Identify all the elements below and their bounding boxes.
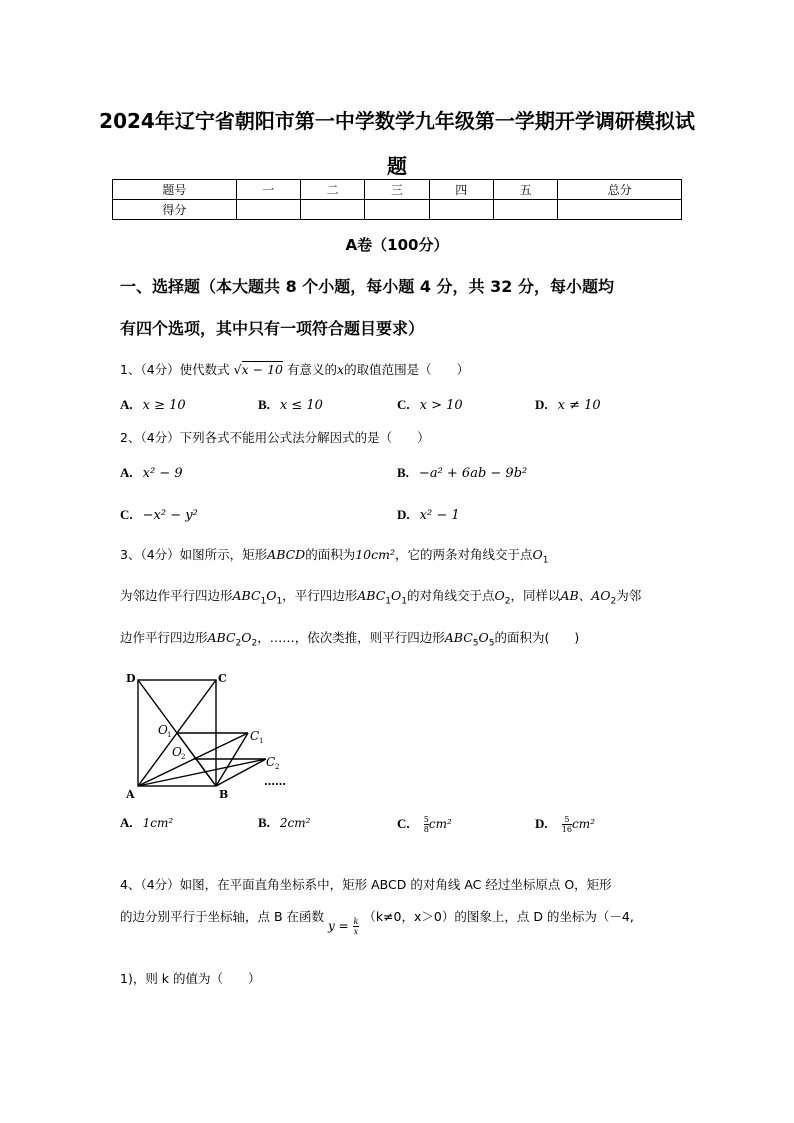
score-header-cell: 五 bbox=[493, 180, 557, 200]
question-1-stem bbox=[120, 360, 469, 378]
score-cell bbox=[429, 200, 493, 220]
section-heading-line2: 有四个选项，其中只有一项符合题目要求） bbox=[120, 319, 425, 338]
fraction-numerator: 5 bbox=[562, 815, 572, 825]
option-label: B. bbox=[258, 397, 270, 412]
q3-text: 、 bbox=[578, 588, 592, 603]
q1-suffix-b: 的取值范围是（ ） bbox=[344, 362, 470, 377]
score-header-cell: 题号 bbox=[113, 180, 237, 200]
q3-subscript: 1 bbox=[401, 596, 407, 607]
q3-point: O bbox=[478, 630, 489, 645]
score-cell bbox=[365, 200, 429, 220]
section-heading-line1: 一、选择题（本大题共 8 个小题，每小题 4 分，共 32 分，每小题均 bbox=[120, 277, 614, 296]
label-c2-sub: 2 bbox=[275, 763, 280, 771]
q2-option-b[interactable] bbox=[397, 465, 527, 481]
question-2-stem: 2、（4分）下列各式不能用公式法分解因式的是（ ） bbox=[120, 430, 430, 445]
question-3-line3 bbox=[120, 628, 579, 649]
score-table bbox=[112, 179, 682, 220]
option-expr: x ≠ 10 bbox=[557, 398, 601, 413]
q3-subscript: 1 bbox=[542, 555, 549, 566]
option-label: B. bbox=[258, 815, 270, 830]
label-o1: O bbox=[158, 723, 168, 737]
q3-subscript: 1 bbox=[385, 596, 392, 607]
label-a: A bbox=[126, 788, 135, 800]
q3-option-c[interactable] bbox=[397, 815, 452, 834]
q4-text: 的边分别平行于坐标轴，点 B 在函数 bbox=[120, 909, 325, 924]
label-c1: C bbox=[250, 729, 260, 743]
q2-option-d[interactable] bbox=[397, 507, 460, 523]
option-expr: 1cm² bbox=[142, 816, 174, 830]
score-header-cell: 二 bbox=[300, 180, 364, 200]
q3-subscript: 2 bbox=[235, 638, 242, 649]
fraction-denominator: 16 bbox=[561, 825, 572, 834]
q3-side-ab: AB bbox=[560, 588, 579, 603]
score-header-cell: 四 bbox=[429, 180, 493, 200]
option-label: C. bbox=[120, 507, 133, 522]
q3-subscript: 2 bbox=[504, 596, 511, 607]
q1-radical: √x − 10 bbox=[233, 362, 283, 377]
q3-text: 边作平行四边形 bbox=[120, 630, 208, 645]
q3-text: 3、（4分）如图所示，矩形 bbox=[120, 547, 268, 562]
option-expr: −a² + 6ab − 9b² bbox=[418, 466, 528, 481]
score-header-cell: 总分 bbox=[558, 180, 682, 200]
q3-text: ，……，依次类推，则平行四边形 bbox=[257, 630, 445, 645]
option-label: D. bbox=[397, 507, 410, 522]
q1-prefix: 1、（4分）使代数式 bbox=[120, 362, 230, 377]
score-row-label: 得分 bbox=[113, 200, 237, 220]
q3-text: ，平行四边形 bbox=[282, 588, 358, 603]
q3-option-a[interactable] bbox=[120, 815, 173, 831]
q3-rect-name: ABCD bbox=[267, 547, 306, 562]
score-cell bbox=[236, 200, 300, 220]
q3-subscript: 5 bbox=[472, 638, 479, 649]
q1-option-b[interactable] bbox=[258, 397, 323, 413]
q3-text: 的对角线交于点 bbox=[407, 588, 495, 603]
q3-point-o2: O bbox=[494, 588, 505, 603]
score-table-score-row bbox=[113, 200, 682, 220]
q2-option-c[interactable] bbox=[120, 507, 198, 523]
q3-option-d[interactable] bbox=[535, 815, 595, 834]
q3-point: O bbox=[241, 630, 252, 645]
q3-subscript: 1 bbox=[276, 596, 283, 607]
q3-parallelogram-2: ABC bbox=[207, 630, 236, 645]
q3-subscript: 5 bbox=[488, 638, 495, 649]
q3-parallelogram-5: ABC bbox=[444, 630, 473, 645]
option-expr: x² − 9 bbox=[142, 466, 183, 481]
fraction-denominator: x bbox=[353, 927, 359, 936]
question-4-line2 bbox=[120, 907, 634, 936]
option-label: B. bbox=[397, 465, 409, 480]
option-unit: cm² bbox=[428, 817, 452, 831]
option-label: C. bbox=[397, 816, 410, 831]
label-o1-sub: 1 bbox=[167, 731, 172, 739]
option-expr: x ≥ 10 bbox=[142, 398, 186, 413]
q3-option-b[interactable] bbox=[258, 815, 310, 831]
option-expr: 2cm² bbox=[279, 816, 311, 830]
label-dots: …… bbox=[264, 775, 286, 788]
label-b: B bbox=[219, 788, 229, 800]
q1-radicand: x − 10 bbox=[241, 362, 283, 377]
q1-suffix-a: 有意义的 bbox=[286, 362, 337, 377]
volume-heading: A卷（100分） bbox=[345, 236, 449, 254]
page-title-line1: 2024年辽宁省朝阳市第一中学数学九年级第一学期开学调研模拟试 bbox=[99, 109, 695, 133]
option-label: D. bbox=[535, 397, 548, 412]
score-table-header-row bbox=[113, 180, 682, 200]
q3-subscript: 2 bbox=[251, 638, 258, 649]
fraction bbox=[562, 815, 572, 834]
q1-option-d[interactable] bbox=[535, 397, 601, 413]
q3-parallelogram-1: ABC bbox=[232, 588, 261, 603]
fraction-numerator: k bbox=[353, 917, 359, 926]
score-header-cell: 一 bbox=[236, 180, 300, 200]
q4-text: （k≠0，x＞0）的图象上，点 D 的坐标为（－4, bbox=[363, 909, 634, 924]
q4-function bbox=[328, 917, 359, 936]
label-c: C bbox=[218, 672, 227, 685]
q4-fraction bbox=[353, 917, 360, 936]
option-expr: x > 10 bbox=[419, 398, 463, 413]
q4-fn-y: y = bbox=[328, 919, 349, 933]
q3-figure bbox=[118, 668, 298, 800]
score-cell bbox=[493, 200, 557, 220]
q3-point: O bbox=[266, 588, 277, 603]
q3-parallelogram-1b: ABC bbox=[357, 588, 386, 603]
option-label: A. bbox=[120, 815, 133, 830]
q3-subscript: 1 bbox=[260, 596, 267, 607]
option-label: D. bbox=[535, 816, 548, 831]
label-d: D bbox=[126, 672, 136, 685]
option-label: A. bbox=[120, 397, 133, 412]
question-4-line1: 4、（4分）如图，在平面直角坐标系中，矩形 ABCD 的对角线 AC 经过坐标原点 O，矩形 bbox=[120, 877, 612, 892]
q3-side-ao2: AO bbox=[591, 588, 611, 603]
page-title-line2: 题 bbox=[387, 154, 407, 178]
q3-text: ，它的两条对角线交于点 bbox=[395, 547, 533, 562]
q1-var: x bbox=[337, 362, 345, 377]
fraction-numerator: 5 bbox=[423, 815, 429, 824]
option-expr: −x² − y² bbox=[142, 508, 198, 523]
q3-point: O bbox=[391, 588, 402, 603]
q2-option-a[interactable] bbox=[120, 465, 183, 481]
q3-text: 的面积为 bbox=[305, 547, 356, 562]
q3-point-o1: O bbox=[532, 547, 543, 562]
fraction-denominator: 8 bbox=[423, 825, 429, 834]
q1-option-a[interactable] bbox=[120, 397, 186, 413]
score-header-cell: 三 bbox=[365, 180, 429, 200]
q3-text: 为邻边作平行四边形 bbox=[120, 588, 233, 603]
label-o2-sub: 2 bbox=[181, 753, 186, 761]
q3-text: 的面积为( ) bbox=[494, 630, 580, 645]
option-label: C. bbox=[397, 397, 410, 412]
label-o2: O bbox=[172, 745, 182, 759]
question-3-line1 bbox=[120, 545, 549, 566]
score-cell bbox=[558, 200, 682, 220]
option-expr: x ≤ 10 bbox=[279, 398, 323, 413]
label-c1-sub: 1 bbox=[259, 737, 264, 745]
option-expr: x² − 1 bbox=[419, 508, 460, 523]
diagonal-ac2 bbox=[138, 759, 266, 786]
option-unit: cm² bbox=[571, 817, 595, 831]
label-c2: C bbox=[266, 755, 276, 769]
q3-text: ，同样以 bbox=[510, 588, 561, 603]
q3-subscript: 2 bbox=[610, 596, 617, 607]
q3-text: 为邻 bbox=[616, 588, 642, 603]
score-cell bbox=[300, 200, 364, 220]
question-4-line3: 1)，则 k 的值为（ ） bbox=[120, 971, 261, 986]
q1-option-c[interactable] bbox=[397, 397, 463, 413]
q3-area: 10cm² bbox=[355, 547, 395, 562]
question-3-line2 bbox=[120, 586, 641, 607]
option-label: A. bbox=[120, 465, 133, 480]
